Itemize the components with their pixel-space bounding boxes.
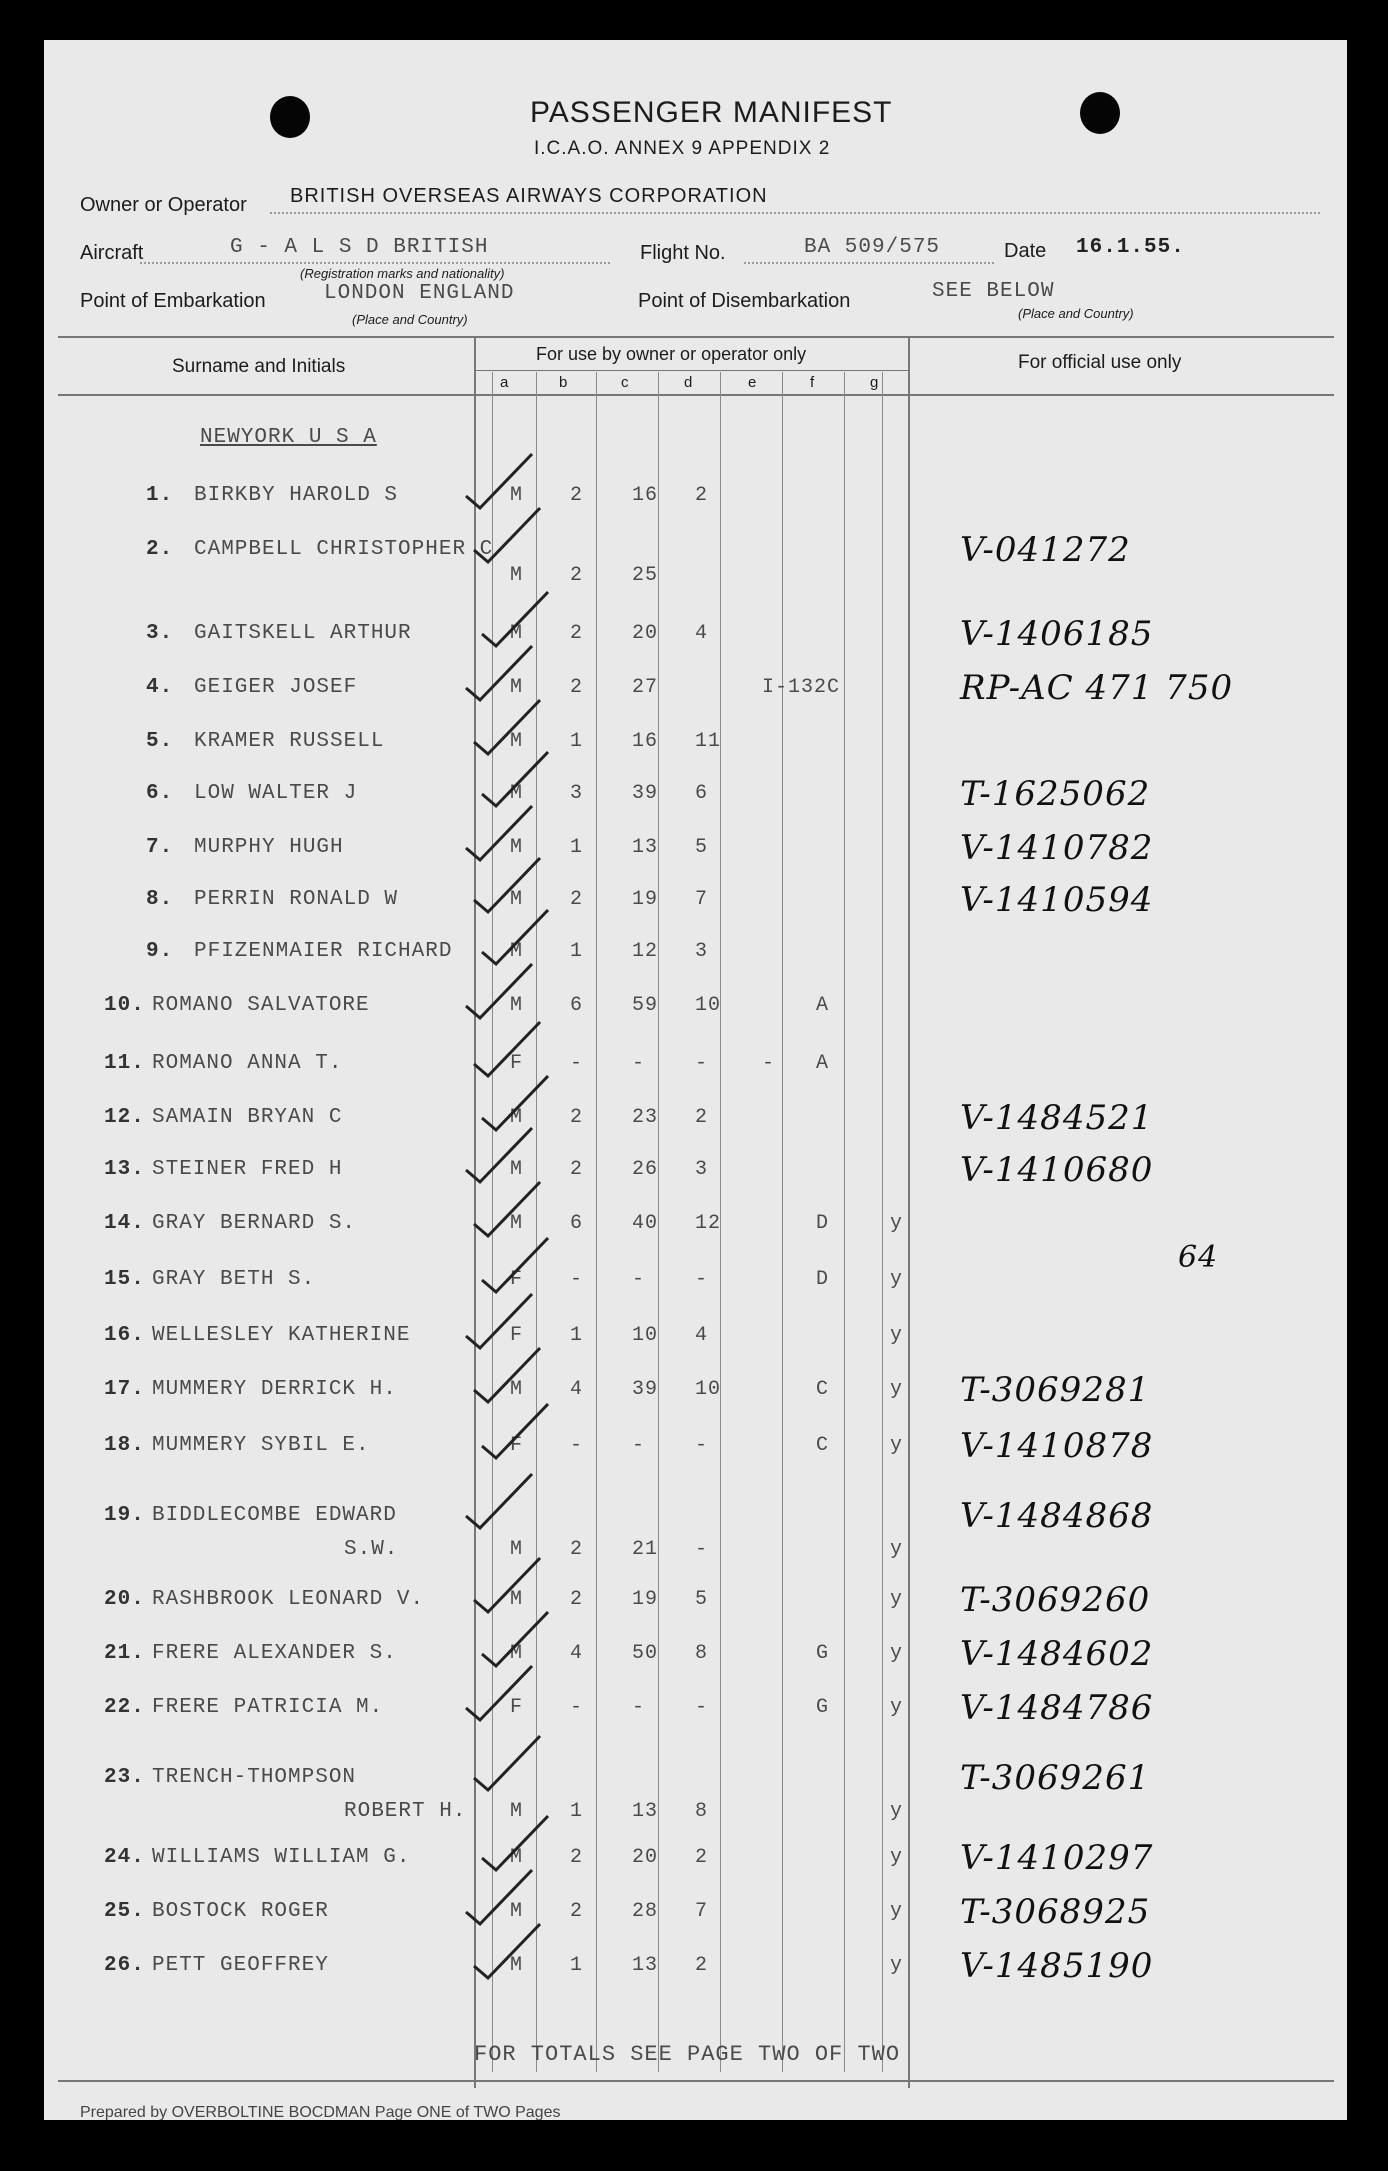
official-number: T-3069260 [960, 1580, 1151, 1620]
column-letter-b: b [559, 374, 568, 391]
passenger-name: TRENCH-THOMPSON [152, 1766, 357, 1789]
cell-b: - [570, 1268, 584, 1291]
tick-mark [482, 752, 548, 806]
tick-mark [474, 1558, 540, 1612]
column-letter-c: c [621, 374, 629, 391]
passenger-name: ROMANO SALVATORE [152, 994, 370, 1017]
row-number: 22. [104, 1696, 145, 1719]
cell-c: 19 [632, 1588, 659, 1611]
cell-a: M [510, 676, 524, 699]
cell-b: 1 [570, 1324, 584, 1347]
owner-value: BRITISH OVERSEAS AIRWAYS CORPORATION [290, 185, 768, 207]
row-number: 19. [104, 1504, 145, 1527]
aircraft-value: G - A L S D BRITISH [230, 236, 489, 259]
column-letter-e: e [748, 374, 757, 391]
embarkation-value: LONDON ENGLAND [324, 282, 515, 305]
cell-c: 26 [632, 1158, 659, 1181]
passenger-name: STEINER FRED H [152, 1158, 343, 1181]
cell-c: 16 [632, 484, 659, 507]
embarkation-label: Point of Embarkation [80, 290, 266, 312]
row-number: 3. [146, 622, 174, 645]
cell-a: M [510, 1212, 524, 1235]
flight-value: BA 509/575 [804, 236, 941, 259]
cell-d: 3 [695, 940, 709, 963]
cell-d: 4 [695, 1324, 709, 1347]
row-number: 26. [104, 1954, 145, 1977]
cell-d: - [695, 1434, 709, 1457]
row-number: 8. [146, 888, 174, 911]
cell-g: y [890, 1268, 904, 1291]
cell-d: 5 [695, 1588, 709, 1611]
cell-a: M [510, 1158, 524, 1181]
cell-a: M [510, 1900, 524, 1923]
tick-mark [482, 1238, 548, 1292]
disembarkation-note: (Place and Country) [1018, 306, 1134, 321]
passenger-name: LOW WALTER J [194, 782, 358, 805]
cell-b: 2 [570, 1588, 584, 1611]
passenger-name: BIRKBY HAROLD S [194, 484, 399, 507]
owner-label: Owner or Operator [80, 194, 247, 216]
row-number: 18. [104, 1434, 145, 1457]
passenger-name: GRAY BETH S. [152, 1268, 316, 1291]
passenger-name: GEIGER JOSEF [194, 676, 358, 699]
tick-mark [466, 1666, 532, 1720]
official-number: V-1484521 [960, 1098, 1154, 1138]
official-number: V-041272 [960, 530, 1131, 570]
row-number: 1. [146, 484, 174, 507]
cell-d: 2 [695, 484, 709, 507]
flight-label: Flight No. [640, 242, 726, 264]
cell-b: - [570, 1434, 584, 1457]
cell-a: M [510, 836, 524, 859]
date-value: 16.1.55. [1076, 236, 1185, 259]
passenger-name: GRAY BERNARD S. [152, 1212, 357, 1235]
cell-c: 13 [632, 1954, 659, 1977]
cell-c: 59 [632, 994, 659, 1017]
column-letter-d: d [684, 374, 693, 391]
cell-g: y [890, 1324, 904, 1347]
official-number: V-1410594 [960, 880, 1154, 920]
cell-g: y [890, 1800, 904, 1823]
aircraft-label: Aircraft [80, 242, 144, 264]
cell-a: M [510, 1846, 524, 1869]
row-number: 24. [104, 1846, 145, 1869]
cell-a: M [510, 1378, 524, 1401]
tick-mark [482, 1076, 548, 1130]
cell-g: y [890, 1900, 904, 1923]
cell-b: 2 [570, 484, 584, 507]
cell-a: F [510, 1268, 524, 1291]
cell-c: 12 [632, 940, 659, 963]
cell-c: 25 [632, 564, 659, 587]
cell-g: y [890, 1588, 904, 1611]
cell-c: 20 [632, 622, 659, 645]
cell-g: y [890, 1538, 904, 1561]
cell-c: - [632, 1696, 646, 1719]
cell-g: y [890, 1954, 904, 1977]
cell-d: 3 [695, 1158, 709, 1181]
cell-c: 28 [632, 1900, 659, 1923]
tick-mark [474, 1736, 540, 1790]
cell-c: 50 [632, 1642, 659, 1665]
cell-a: M [510, 940, 524, 963]
cell-g: y [890, 1696, 904, 1719]
cell-g: y [890, 1434, 904, 1457]
cell-d: 2 [695, 1846, 709, 1869]
cell-b: 1 [570, 1954, 584, 1977]
row-number: 4. [146, 676, 174, 699]
passenger-name: SAMAIN BRYAN C [152, 1106, 343, 1129]
tick-mark [474, 1924, 540, 1978]
cell-a: M [510, 1588, 524, 1611]
cell-d: 6 [695, 782, 709, 805]
cell-a: M [510, 1106, 524, 1129]
cell-b: 2 [570, 888, 584, 911]
passenger-name: PFIZENMAIER RICHARD [194, 940, 453, 963]
column-letter-f: f [810, 374, 815, 391]
cell-b: 1 [570, 836, 584, 859]
column-letter-g: g [870, 374, 879, 391]
cell-f: D [816, 1212, 830, 1235]
cell-a: F [510, 1052, 524, 1075]
cell-g: y [890, 1642, 904, 1665]
row-number: 16. [104, 1324, 145, 1347]
cell-c: 40 [632, 1212, 659, 1235]
tick-mark [466, 454, 532, 508]
aircraft-note: (Registration marks and nationality) [300, 266, 505, 281]
row-number: 9. [146, 940, 174, 963]
cell-d: 5 [695, 836, 709, 859]
cell-a: M [510, 484, 524, 507]
cell-a: F [510, 1324, 524, 1347]
tick-mark [474, 508, 540, 562]
passenger-name: CAMPBELL CHRISTOPHER C [194, 538, 494, 561]
cell-b: 2 [570, 564, 584, 587]
tick-mark [474, 1182, 540, 1236]
passenger-name: FRERE PATRICIA M. [152, 1696, 384, 1719]
cell-f: D [816, 1268, 830, 1291]
cell-d: 12 [695, 1212, 722, 1235]
cell-a: M [510, 1642, 524, 1665]
footer-prepared: Prepared by OVERBOLTINE BOCDMAN Page ONE of TWO Pages [80, 2104, 561, 2120]
row-number: 12. [104, 1106, 145, 1129]
row-number: 23. [104, 1766, 145, 1789]
cell-c: 23 [632, 1106, 659, 1129]
tick-mark [474, 858, 540, 912]
tick-mark [482, 1816, 548, 1870]
passenger-name-cont: ROBERT H. [344, 1800, 467, 1823]
cell-b: - [570, 1696, 584, 1719]
tick-marks [44, 40, 1347, 2120]
cell-c: - [632, 1052, 646, 1075]
cell-d: 8 [695, 1642, 709, 1665]
destination: NEWYORK U S A [200, 426, 377, 449]
cell-d: - [695, 1052, 709, 1075]
passenger-name-cont: S.W. [344, 1538, 399, 1561]
cell-g: y [890, 1846, 904, 1869]
cell-b: 2 [570, 1538, 584, 1561]
passenger-name: GAITSKELL ARTHUR [194, 622, 412, 645]
tick-mark [474, 1348, 540, 1402]
cell-d: 2 [695, 1106, 709, 1129]
passenger-name: RASHBROOK LEONARD V. [152, 1588, 425, 1611]
disembarkation-value: SEE BELOW [932, 280, 1055, 303]
column-letter-a: a [500, 374, 509, 391]
tick-mark [466, 1870, 532, 1924]
row-number: 25. [104, 1900, 145, 1923]
cell-c: 19 [632, 888, 659, 911]
passenger-name: MURPHY HUGH [194, 836, 344, 859]
cell-a: M [510, 1800, 524, 1823]
row-number: 2. [146, 538, 174, 561]
cell-c: 39 [632, 782, 659, 805]
cell-d: 4 [695, 622, 709, 645]
footer-totals: FOR TOTALS SEE PAGE TWO OF TWO [474, 2042, 901, 2067]
row-number: 6. [146, 782, 174, 805]
official-number: T-3069281 [960, 1370, 1151, 1410]
cell-a: F [510, 1434, 524, 1457]
col-official-header: For official use only [1018, 352, 1182, 373]
cell-b: 1 [570, 730, 584, 753]
tick-mark [482, 1612, 548, 1666]
cell-b: 4 [570, 1642, 584, 1665]
cell-f: A [816, 994, 830, 1017]
embarkation-note: (Place and Country) [352, 312, 468, 327]
cell-c: - [632, 1268, 646, 1291]
cell-b: 2 [570, 676, 584, 699]
official-number: V-1484868 [960, 1496, 1154, 1536]
cell-d: 8 [695, 1800, 709, 1823]
cell-a: M [510, 782, 524, 805]
row-number: 11. [104, 1052, 145, 1075]
cell-g: y [890, 1212, 904, 1235]
page-subtitle: I.C.A.O. ANNEX 9 APPENDIX 2 [534, 138, 831, 159]
passenger-name: BOSTOCK ROGER [152, 1900, 329, 1923]
passenger-name: BIDDLECOMBE EDWARD [152, 1504, 397, 1527]
cell-a: M [510, 994, 524, 1017]
cell-f: G [816, 1696, 830, 1719]
cell-a: M [510, 1538, 524, 1561]
cell-d: - [695, 1696, 709, 1719]
tick-mark [474, 1022, 540, 1076]
side-note: 64 [1178, 1240, 1219, 1275]
tick-mark [482, 1404, 548, 1458]
cell-e: - [762, 1052, 776, 1075]
row-number: 7. [146, 836, 174, 859]
official-number: V-1410297 [960, 1838, 1154, 1878]
cell-c: - [632, 1434, 646, 1457]
cell-f: C [816, 1434, 830, 1457]
cell-c: 13 [632, 1800, 659, 1823]
cell-d: - [695, 1538, 709, 1561]
cell-a: F [510, 1696, 524, 1719]
cell-d: 10 [695, 1378, 722, 1401]
passenger-name: ROMANO ANNA T. [152, 1052, 343, 1075]
tick-mark [466, 964, 532, 1018]
official-number: V-1485190 [960, 1946, 1154, 1986]
official-number: T-1625062 [960, 774, 1151, 814]
cell-b: 2 [570, 1846, 584, 1869]
manifest-sheet [44, 40, 1347, 2120]
disembarkation-label: Point of Disembarkation [638, 290, 851, 312]
cell-c: 39 [632, 1378, 659, 1401]
cell-a: M [510, 1954, 524, 1977]
official-number: T-3068925 [960, 1892, 1151, 1932]
cell-b: 2 [570, 622, 584, 645]
row-number: 10. [104, 994, 145, 1017]
official-number: V-1410878 [960, 1426, 1154, 1466]
cell-a: M [510, 564, 524, 587]
passenger-name: WILLIAMS WILLIAM G. [152, 1846, 411, 1869]
cell-g: y [890, 1378, 904, 1401]
official-number: V-1484786 [960, 1688, 1154, 1728]
passenger-name: KRAMER RUSSELL [194, 730, 385, 753]
cell-b: 2 [570, 1900, 584, 1923]
tick-mark [466, 1294, 532, 1348]
cell-b: 3 [570, 782, 584, 805]
cell-d: 11 [695, 730, 722, 753]
cell-b: 1 [570, 940, 584, 963]
date-label: Date [1004, 240, 1047, 262]
cell-b: 6 [570, 994, 584, 1017]
passenger-name: MUMMERY DERRICK H. [152, 1378, 397, 1401]
official-number: V-1410680 [960, 1150, 1154, 1190]
cell-a: M [510, 730, 524, 753]
cell-c: 13 [632, 836, 659, 859]
passenger-name: FRERE ALEXANDER S. [152, 1642, 397, 1665]
row-number: 15. [104, 1268, 145, 1291]
official-number: RP-AC 471 750 [960, 668, 1234, 708]
passenger-name: PERRIN RONALD W [194, 888, 399, 911]
passenger-name: PETT GEOFFREY [152, 1954, 329, 1977]
cell-f: A [816, 1052, 830, 1075]
cell-c: 16 [632, 730, 659, 753]
cell-c: 21 [632, 1538, 659, 1561]
cell-c: 20 [632, 1846, 659, 1869]
cell-b: - [570, 1052, 584, 1075]
cell-b: 2 [570, 1158, 584, 1181]
tick-mark [474, 700, 540, 754]
official-number: V-1484602 [960, 1634, 1154, 1674]
cell-b: 6 [570, 1212, 584, 1235]
tick-mark [466, 646, 532, 700]
col-surname-header: Surname and Initials [172, 356, 346, 377]
row-number: 17. [104, 1378, 145, 1401]
cell-e: I-132C [762, 676, 841, 699]
official-number: V-1410782 [960, 828, 1154, 868]
tick-mark [466, 1128, 532, 1182]
col-operator-header: For use by owner or operator only [536, 344, 807, 364]
tick-mark [482, 592, 548, 646]
row-number: 5. [146, 730, 174, 753]
page-title: PASSENGER MANIFEST [530, 96, 893, 129]
cell-f: C [816, 1378, 830, 1401]
cell-d: 10 [695, 994, 722, 1017]
cell-a: M [510, 888, 524, 911]
row-number: 20. [104, 1588, 145, 1611]
official-number: V-1406185 [960, 614, 1154, 654]
row-number: 14. [104, 1212, 145, 1235]
cell-d: 2 [695, 1954, 709, 1977]
cell-b: 2 [570, 1106, 584, 1129]
tick-mark [466, 1474, 532, 1528]
row-number: 21. [104, 1642, 145, 1665]
cell-f: G [816, 1642, 830, 1665]
tick-mark [482, 910, 548, 964]
cell-d: - [695, 1268, 709, 1291]
cell-d: 7 [695, 888, 709, 911]
tick-mark [466, 806, 532, 860]
official-number: T-3069261 [960, 1758, 1151, 1798]
row-number: 13. [104, 1158, 145, 1181]
cell-d: 7 [695, 1900, 709, 1923]
cell-c: 27 [632, 676, 659, 699]
cell-b: 1 [570, 1800, 584, 1823]
passenger-name: WELLESLEY KATHERINE [152, 1324, 411, 1347]
cell-b: 4 [570, 1378, 584, 1401]
passenger-name: MUMMERY SYBIL E. [152, 1434, 370, 1457]
cell-c: 10 [632, 1324, 659, 1347]
cell-a: M [510, 622, 524, 645]
